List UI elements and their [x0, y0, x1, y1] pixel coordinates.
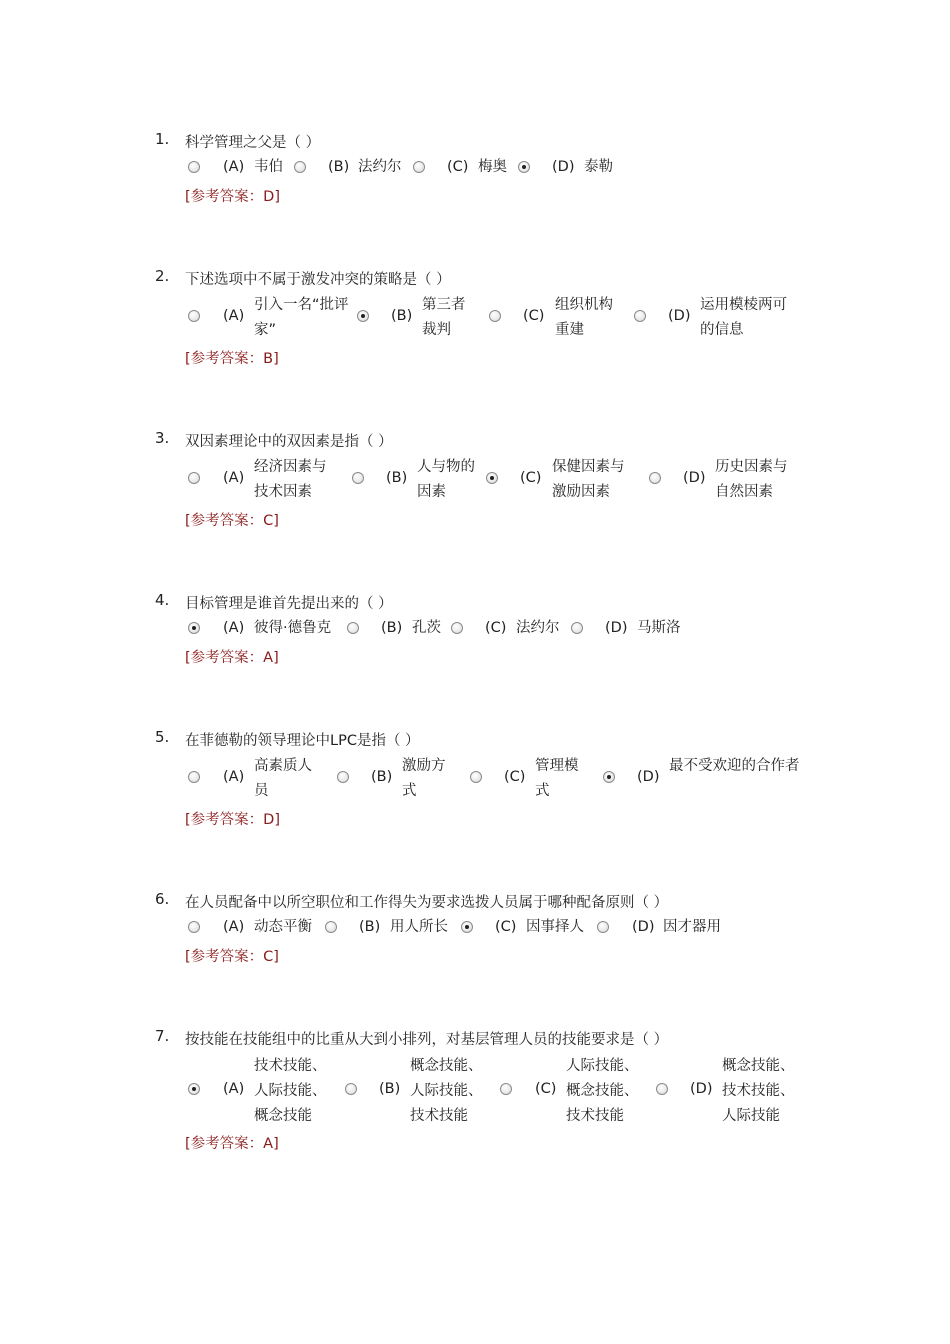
option-a-letter: (A) [223, 1081, 245, 1097]
option-c-letter: (C) [447, 159, 469, 175]
option-c-text: 管理模式 [535, 758, 579, 799]
option-b-text: 人与物的因素 [417, 459, 475, 500]
option-d-text: 最不受欢迎的合作者 [669, 758, 800, 774]
question-number: 6. [155, 890, 170, 908]
option-c-text: 梅奥 [478, 159, 507, 175]
reference-answer: [参考答案：C] [185, 949, 279, 965]
option-d-text: 历史因素与自然因素 [715, 459, 788, 500]
option-d-radio[interactable] [634, 310, 646, 322]
option-b-text: 孔茨 [412, 620, 441, 636]
option-a-text: 动态平衡 [254, 919, 312, 935]
option-a-letter: (A) [223, 159, 245, 175]
option-d-text: 因才器用 [663, 919, 721, 935]
option-c-text: 人际技能、概念技能、技术技能 [566, 1058, 639, 1124]
option-b-text: 法约尔 [358, 159, 402, 175]
question-text: 在菲德勒的领导理论中LPC是指（ ） [185, 733, 420, 749]
question-text: 科学管理之父是（ ） [185, 135, 321, 151]
option-d-text: 运用模棱两可的信息 [700, 297, 787, 338]
option-b-letter: (B) [328, 159, 350, 175]
option-c-radio[interactable] [470, 771, 482, 783]
option-c-letter: (C) [535, 1081, 557, 1097]
option-b-text: 概念技能、人际技能、技术技能 [410, 1058, 483, 1124]
option-b-text: 激励方式 [402, 758, 446, 799]
option-c-radio[interactable] [489, 310, 501, 322]
reference-answer: [参考答案：D] [185, 189, 280, 205]
option-d-letter: (D) [668, 308, 691, 324]
option-a-letter: (A) [223, 919, 245, 935]
question-number: 1. [155, 130, 170, 148]
option-d-radio[interactable] [656, 1083, 668, 1095]
option-c-text: 组织机构重建 [555, 297, 613, 338]
option-d-radio[interactable] [603, 771, 615, 783]
reference-answer: [参考答案：D] [185, 812, 280, 828]
option-b-radio[interactable] [357, 310, 369, 322]
option-c-letter: (C) [520, 470, 542, 486]
option-d-letter: (D) [683, 470, 706, 486]
option-c-letter: (C) [504, 769, 526, 785]
option-b-text: 第三者裁判 [422, 297, 466, 338]
option-a-radio[interactable] [188, 310, 200, 322]
option-d-radio[interactable] [571, 622, 583, 634]
option-a-text: 引入一名“批评家” [254, 297, 349, 338]
option-a-text: 韦伯 [254, 159, 283, 175]
option-a-radio[interactable] [188, 1083, 200, 1095]
option-a-radio[interactable] [188, 472, 200, 484]
option-b-radio[interactable] [325, 921, 337, 933]
option-c-radio[interactable] [486, 472, 498, 484]
question-number: 5. [155, 728, 170, 746]
option-a-radio[interactable] [188, 622, 200, 634]
question-text: 在人员配备中以所空职位和工作得失为要求选拨人员属于哪种配备原则（ ） [185, 895, 669, 911]
option-b-letter: (B) [379, 1081, 401, 1097]
option-b-letter: (B) [381, 620, 403, 636]
option-b-radio[interactable] [345, 1083, 357, 1095]
option-a-letter: (A) [223, 620, 245, 636]
reference-answer: [参考答案：C] [185, 513, 279, 529]
option-a-text: 高素质人员 [254, 758, 312, 799]
option-c-radio[interactable] [500, 1083, 512, 1095]
option-d-text: 马斯洛 [637, 620, 681, 636]
option-c-letter: (C) [523, 308, 545, 324]
option-d-radio[interactable] [518, 161, 530, 173]
option-a-text: 经济因素与技术因素 [254, 459, 327, 500]
option-d-letter: (D) [637, 769, 660, 785]
option-d-text: 概念技能、技术技能、人际技能 [722, 1058, 795, 1124]
question-text: 按技能在技能组中的比重从大到小排列，对基层管理人员的技能要求是（ ） [185, 1032, 669, 1048]
option-a-radio[interactable] [188, 771, 200, 783]
reference-answer: [参考答案：A] [185, 1136, 279, 1152]
question-text: 下述选项中不属于激发冲突的策略是（ ） [185, 272, 451, 288]
option-c-radio[interactable] [461, 921, 473, 933]
reference-answer: [参考答案：B] [185, 351, 279, 367]
option-d-letter: (D) [605, 620, 628, 636]
option-d-radio[interactable] [649, 472, 661, 484]
option-c-radio[interactable] [451, 622, 463, 634]
option-d-letter: (D) [632, 919, 655, 935]
option-a-text: 彼得·德鲁克 [254, 620, 332, 636]
option-d-text: 泰勒 [584, 159, 613, 175]
question-number: 4. [155, 591, 170, 609]
option-b-radio[interactable] [347, 622, 359, 634]
option-b-radio[interactable] [352, 472, 364, 484]
option-c-text: 法约尔 [516, 620, 560, 636]
option-c-text: 保健因素与激励因素 [552, 459, 625, 500]
option-a-text: 技术技能、人际技能、概念技能 [254, 1058, 327, 1124]
option-d-letter: (D) [552, 159, 575, 175]
option-d-radio[interactable] [597, 921, 609, 933]
option-b-letter: (B) [386, 470, 408, 486]
option-c-text: 因事择人 [526, 919, 584, 935]
option-c-letter: (C) [485, 620, 507, 636]
option-a-letter: (A) [223, 308, 245, 324]
question-number: 7. [155, 1027, 170, 1045]
question-text: 双因素理论中的双因素是指（ ） [185, 434, 393, 450]
option-b-radio[interactable] [337, 771, 349, 783]
question-number: 2. [155, 267, 170, 285]
option-a-radio[interactable] [188, 921, 200, 933]
option-b-letter: (B) [391, 308, 413, 324]
question-number: 3. [155, 429, 170, 447]
option-b-letter: (B) [359, 919, 381, 935]
option-c-radio[interactable] [413, 161, 425, 173]
option-a-letter: (A) [223, 769, 245, 785]
option-b-text: 用人所长 [390, 919, 448, 935]
option-b-letter: (B) [371, 769, 393, 785]
option-b-radio[interactable] [294, 161, 306, 173]
reference-answer: [参考答案：A] [185, 650, 279, 666]
option-d-letter: (D) [690, 1081, 713, 1097]
option-a-radio[interactable] [188, 161, 200, 173]
option-a-letter: (A) [223, 470, 245, 486]
question-text: 目标管理是谁首先提出来的（ ） [185, 596, 393, 612]
option-c-letter: (C) [495, 919, 517, 935]
